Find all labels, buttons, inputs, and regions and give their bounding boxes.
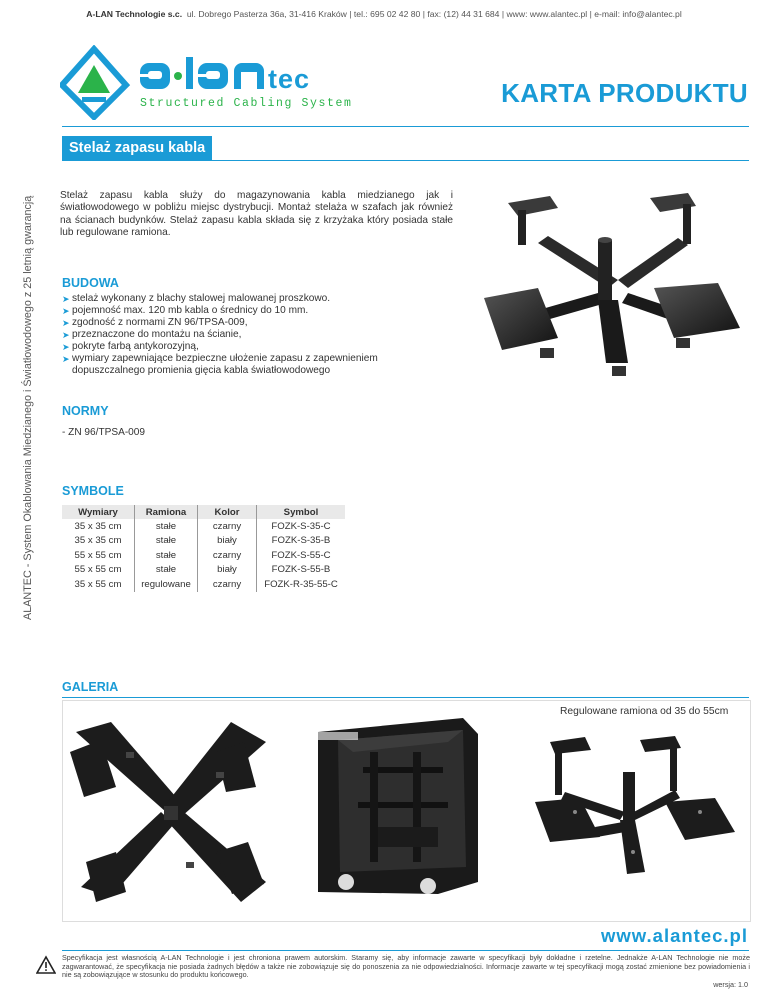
table-row (62, 577, 345, 592)
col-header: Ramiona (135, 505, 198, 519)
galeria-heading: GALERIA (62, 680, 119, 694)
side-slogan: ALANTEC - System Okablowania Miedzianego i Światłowodowego z 25 letnią gwarancją (22, 195, 34, 620)
table-cell: czarny (198, 519, 257, 534)
table-cell: FOZK-S-55-B (257, 563, 346, 578)
table-cell: 55 x 55 cm (74, 564, 122, 576)
budowa-list (62, 293, 482, 377)
header-contact-line (0, 9, 768, 19)
gallery-photo-enclosure (298, 712, 483, 902)
product-title-bar (62, 136, 212, 160)
table-cell: stałe (135, 519, 198, 534)
table-cell: regulowane (135, 577, 198, 592)
list-item-continuation: dopuszczalnego promienia gięcia kabla światłowodowego (72, 365, 331, 376)
gallery-photo-adjustable (525, 732, 745, 912)
document-version: wersja: 1.0 (713, 980, 748, 989)
table-cell: FOZK-S-35-C (257, 519, 346, 534)
footer-website[interactable]: www.alantec.pl (601, 925, 748, 946)
symbole-heading: SYMBOLE (62, 484, 124, 498)
table-row (62, 534, 345, 549)
list-item: ➤ zgodność z normami ZN 96/TPSA-009, (62, 317, 482, 329)
table-cell: czarny (198, 577, 257, 592)
gallery-photo-cross (66, 712, 276, 912)
logo-graphic (60, 45, 380, 120)
table-cell: FOZK-R-35-55-C (257, 577, 346, 592)
col-header: Kolor (198, 505, 257, 519)
col-header: Symbol (257, 505, 346, 519)
logo-brand-suffix: tec (268, 64, 311, 94)
table-cell: FOZK-S-55-C (257, 548, 346, 563)
galeria-divider (62, 697, 749, 698)
symbole-table (62, 505, 345, 592)
company-contact: ul. Dobrego Pasterza 36a, 31-416 Kraków | tel.: 695 02 42 80 | fax: (12) 44 31 684 | www: www.alantec.pl | e-mail: info@alantec.pl (186, 9, 682, 19)
table-cell: czarny (198, 548, 257, 563)
header-divider (62, 126, 749, 127)
warning-icon (36, 955, 56, 975)
list-item: ➤ pokryte farbą antykorozyjną, (62, 341, 482, 353)
table-cell: 35 x 55 cm (74, 578, 122, 590)
table-cell: biały (198, 534, 257, 549)
table-header-row (62, 505, 345, 519)
table-cell: 35 x 35 cm (74, 520, 122, 532)
footer-divider (62, 950, 749, 951)
product-name: Stelaż zapasu kabla (69, 140, 206, 156)
table-cell: stałe (135, 534, 198, 549)
gallery-caption: Regulowane ramiona od 35 do 55cm (560, 706, 729, 717)
logo-tagline: Structured Cabling System (140, 97, 353, 110)
logo-triangle-icon (78, 65, 110, 93)
company-name: A-LAN Technologie s.c. (86, 9, 183, 19)
table-cell: 55 x 55 cm (74, 549, 122, 561)
normy-heading: NORMY (62, 404, 109, 418)
table-cell: biały (198, 563, 257, 578)
table-cell: stałe (135, 563, 198, 578)
col-header: Wymiary (62, 505, 135, 519)
list-item: ➤ przeznaczone do montażu na ścianie, (62, 329, 482, 341)
list-item: ➤ wymiary zapewniające bezpieczne ułożenie zapasu z zapewnieniem (62, 353, 482, 365)
list-item: ➤ pojemność max. 120 mb kabla o średnicy do 10 mm. (62, 305, 482, 317)
normy-text: - ZN 96/TPSA-009 (62, 427, 146, 438)
footer-disclaimer: Specyfikacja jest własnością A-LAN Technologie i jest chroniona prawem autorskim. Staramy się, aby informacje zawarte w specyfikacji były dokładne i rzetelne. Jednakże A-LAN Technologie nie może zagwarantować, że specyfikacja nie posiada żadnych błędów a także nie zobowiązuje się do ponoszenia za nie odpowiedzialności. Informacje zawarte w tej specyfikacji mogą zostać zmienione bez powiadomienia i nie są zobowiązujące w stosunku do produktu końcowego. (62, 953, 750, 980)
table-cell: 35 x 35 cm (74, 535, 122, 547)
list-item: ➤ stelaż wykonany z blachy stalowej malowanej proszkowo. (62, 293, 482, 305)
table-row (62, 548, 345, 563)
product-description: Stelaż zapasu kabla służy do magazynowania kabla miedzianego jak i światłowodowego w pobliżu miejsc dystrybucji. Montaż stelaża w szafach jak również na ścianach budynków. Stelaż zapasu kabla składa się z krzyżaka który posiada stałe lub regulowane ramiona. (60, 190, 453, 239)
budowa-heading: BUDOWA (62, 276, 119, 290)
table-cell: stałe (135, 548, 198, 563)
alantec-logo (60, 45, 380, 120)
table-cell: FOZK-S-35-B (257, 534, 346, 549)
symbole-table-wrap (62, 505, 345, 592)
table-row (62, 563, 345, 578)
table-row (62, 519, 345, 534)
document-title: KARTA PRODUKTU (501, 78, 748, 108)
product-photo-main (478, 188, 748, 388)
title-underline (62, 160, 749, 161)
